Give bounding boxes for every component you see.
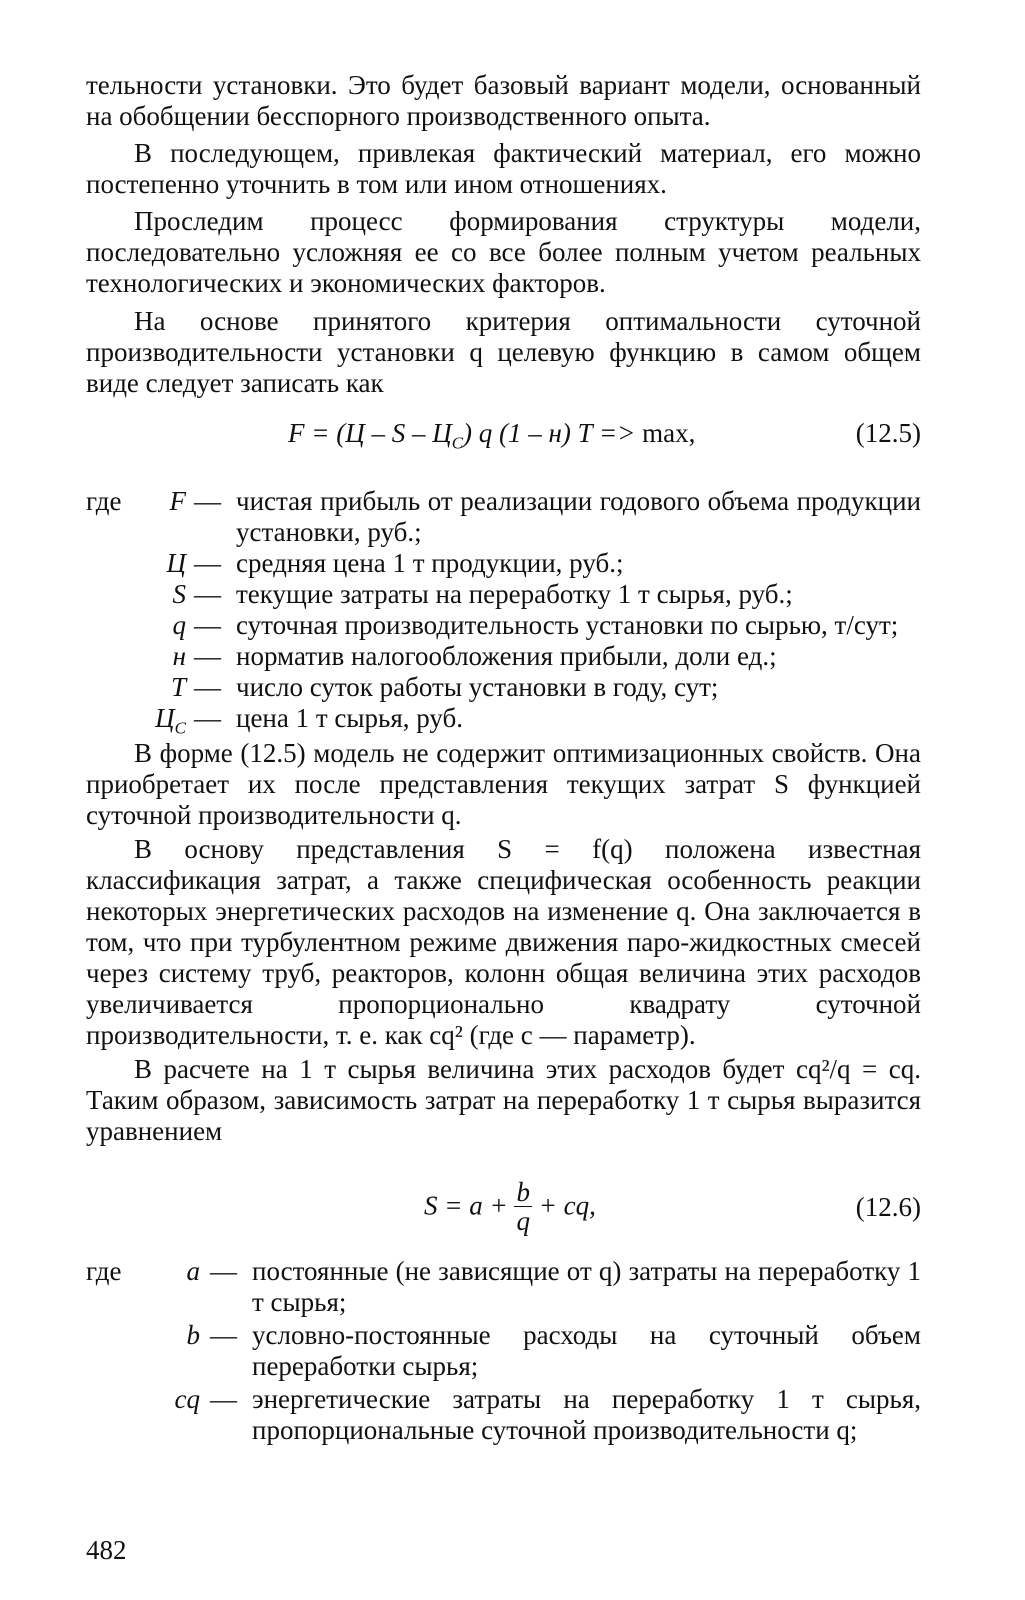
definition-item: $Ц_С$ — цена 1 т сырья, руб. bbox=[155, 703, 464, 738]
paragraph-6: В основу представления S = f(q) положена известная классификация затрат, а также специфическая особенность реакции некоторых энергетических расходов на изменение q. Она заключается в том, что при турбулентном режиме движения паро-жидкостных смесей через систему труб, реакторов, колонн общая величина этих расходов увеличивается пропорционально квадрату суточной производительности, т. е. как cq² (где c — параметр). bbox=[86, 834, 921, 1050]
definition-item: S — текущие затраты на переработку 1 т сырья, руб.; bbox=[172, 579, 793, 609]
equation-12-5 bbox=[86, 418, 921, 454]
paragraph-2: В последующем, привлекая фактический материал, его можно постепенно уточнить в том или ином отношениях. bbox=[86, 138, 921, 199]
paragraph-3: Проследим процесс формирования структуры модели, последовательно усложняя ее со все более полным учетом реальных технологических и экономических факторов. bbox=[86, 206, 921, 298]
equation-12-5-formula: $F = (Ц - S - Ц_С)$ q (1 – н) T => max, bbox=[288, 418, 696, 453]
equation-12-6-number: (12.6) bbox=[855, 1192, 921, 1222]
paragraph-5: В форме (12.5) модель не содержит оптимизационных свойств. Она приобретает их после представления текущих затрат S функцией суточной производительности q. bbox=[86, 738, 921, 830]
definition-item: cq — энергетические затраты на переработку 1 т сырья, пропорциональные суточной производительности q; bbox=[174, 1384, 921, 1445]
definition-item: q — суточная производительность установки по сырью, т/сут; bbox=[172, 610, 899, 640]
where-label-2: где bbox=[86, 1256, 122, 1286]
page-number: 482 bbox=[86, 1535, 127, 1565]
paragraph-4: На основе принятого критерия оптимальности суточной производительности установки q целевую функцию в самом общем виде следует записать как bbox=[86, 306, 921, 398]
definition-item: a — постоянные (не зависящие от q) затраты на переработку 1 т сырья; bbox=[186, 1256, 921, 1317]
definitions-list-2 bbox=[86, 1256, 921, 1446]
equation-12-6-formula: S = a + $\frac{b}{q}$ + cq, bbox=[424, 1177, 596, 1236]
definition-item: F — чистая прибыль от реализации годового объема продукции установки, руб.; bbox=[169, 486, 921, 547]
equation-12-5-number: (12.5) bbox=[855, 418, 921, 448]
fraction-b-over-q: $\frac{b}{q}$ bbox=[516, 1177, 530, 1236]
definitions-list-1 bbox=[86, 486, 921, 746]
definition-item: н — норматив налогообложения прибыли, доли ед.; bbox=[172, 641, 777, 671]
paragraph-1: тельности установки. Это будет базовый вариант модели, основанный на обобщении бесспорного производственного опыта. bbox=[86, 70, 921, 131]
equation-12-6 bbox=[86, 1177, 921, 1240]
definition-item: T — число суток работы установки в году, сут; bbox=[170, 672, 719, 702]
definition-item: Ц — средняя цена 1 т продукции, руб.; bbox=[166, 548, 624, 578]
definition-item: b — условно-постоянные расходы на суточный объем переработки сырья; bbox=[186, 1320, 921, 1381]
where-label-1: где bbox=[86, 486, 122, 516]
paragraph-7: В расчете на 1 т сырья величина этих расходов будет cq²/q = cq. Таким образом, зависимость затрат на переработку 1 т сырья выразится уравнением bbox=[86, 1054, 921, 1146]
